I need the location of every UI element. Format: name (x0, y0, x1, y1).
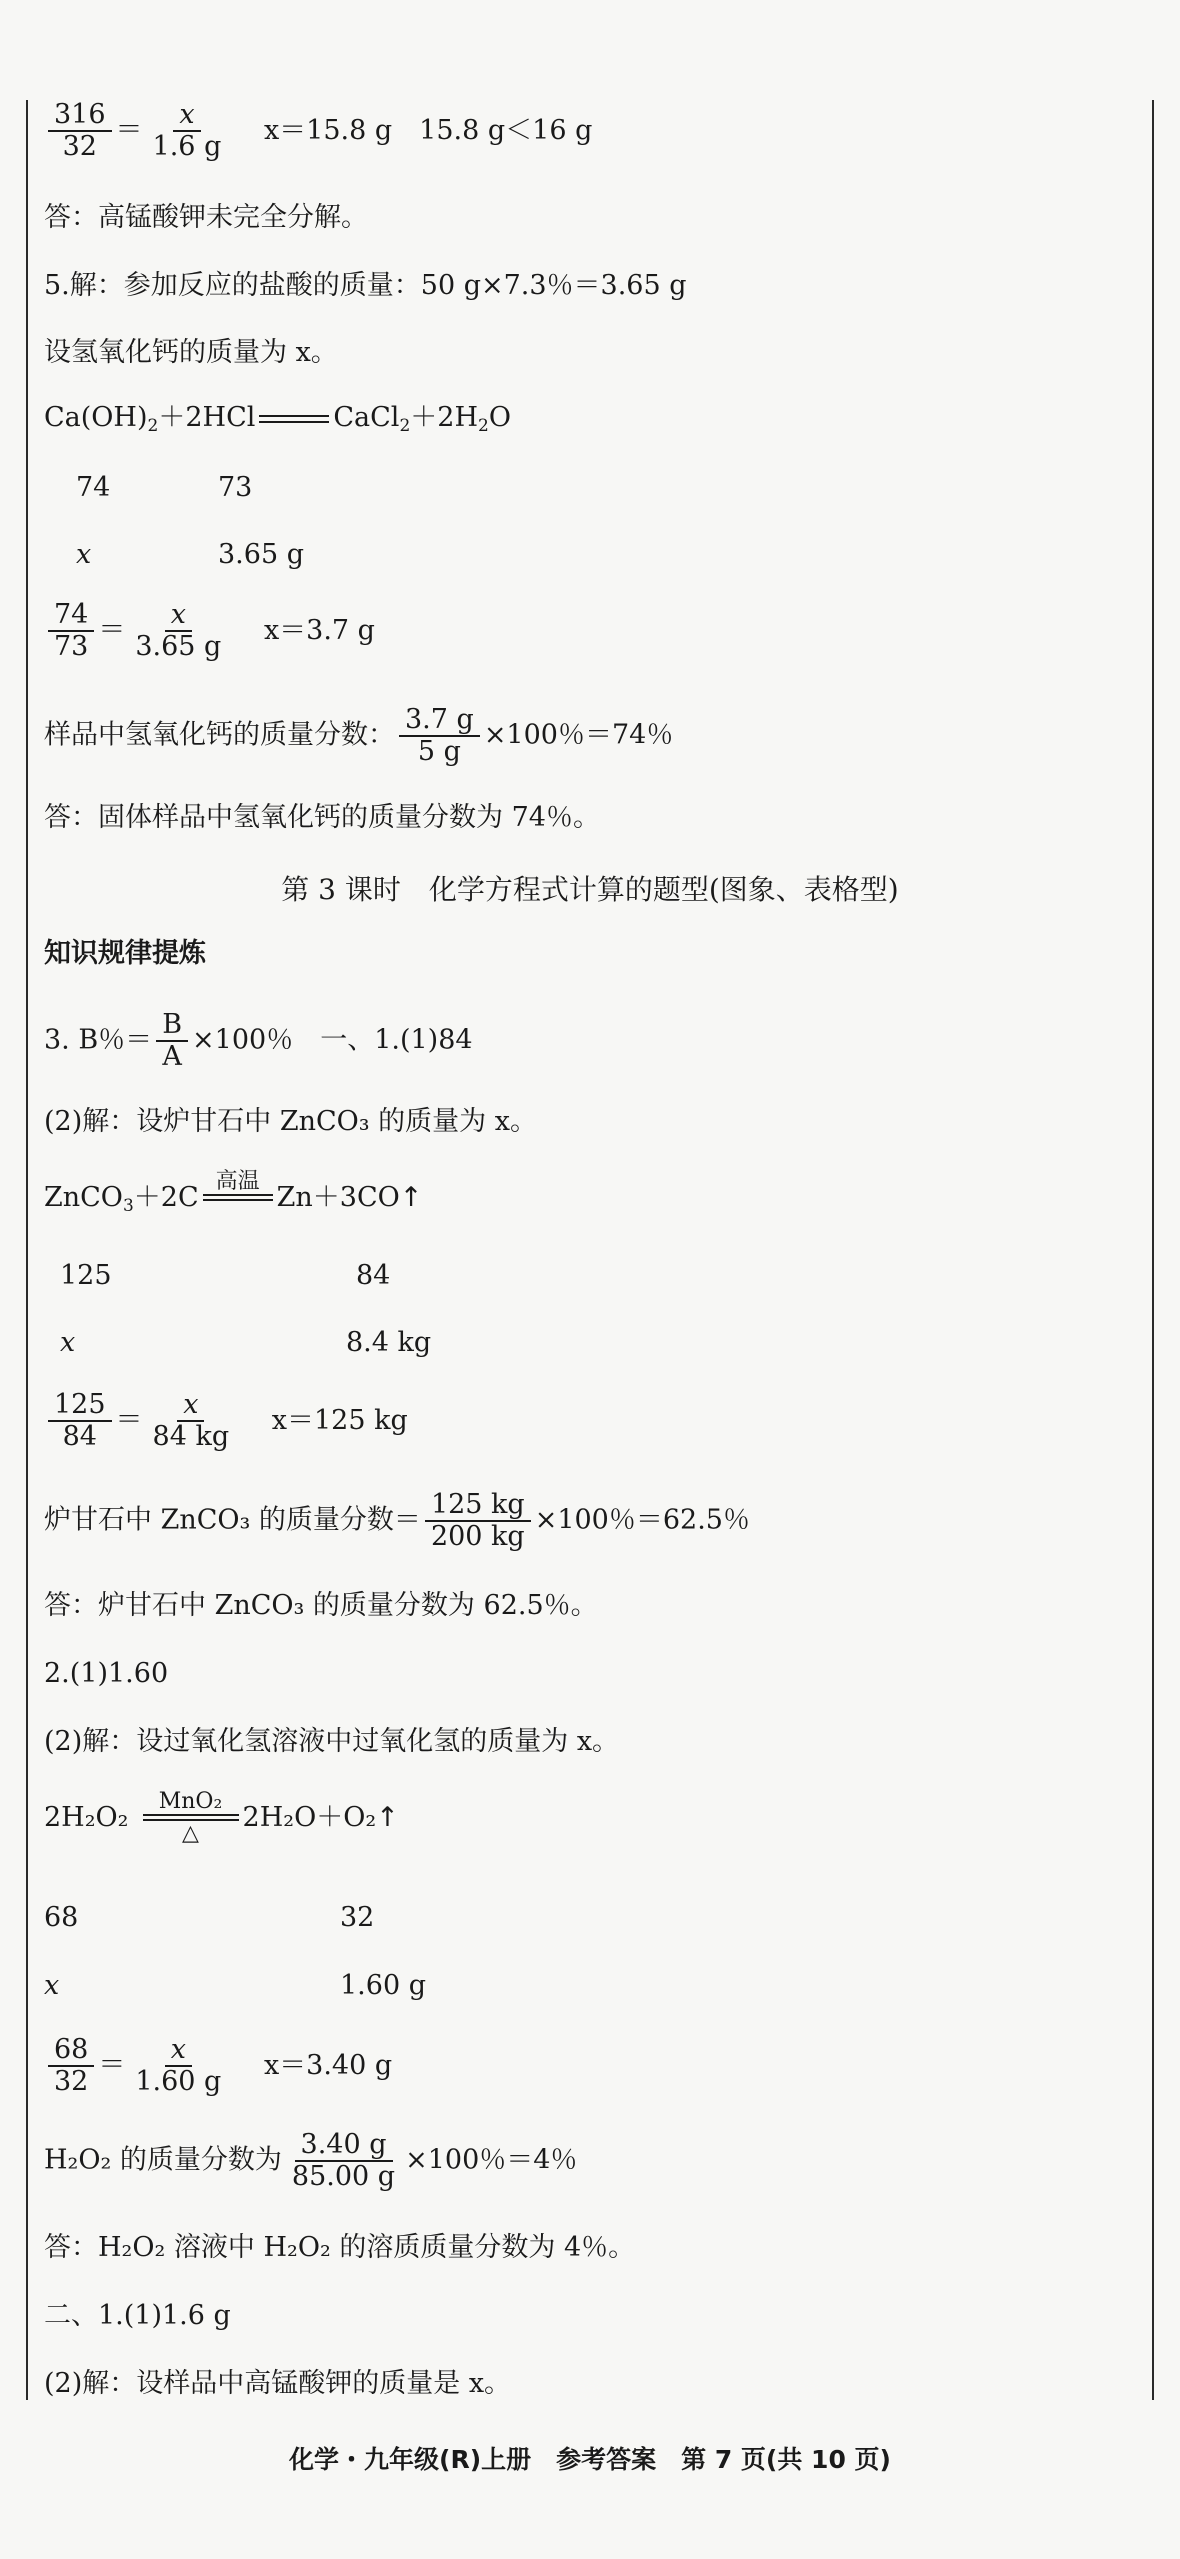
eq-ratio-4: $\frac{68}{32}$ ＝ $\frac{x}{1.60 g}$ x＝3.40 g (44, 2035, 392, 2097)
fraction: $\frac{125 kg}{200 kg}$ (425, 1490, 531, 1552)
mass-ratio-row: 68 (44, 1902, 79, 1933)
unknown-row: 3.65 g (218, 539, 304, 570)
eq-ratio-1: $\frac{316}{32}$ ＝ $\frac{x}{1.6 g}$ x＝15.8 g 15.8 g＜16 g (44, 100, 592, 162)
mass-ratio-row: 74 (76, 472, 111, 503)
problem-text: 二、1.(1)1.6 g (44, 2300, 231, 2331)
problem-text: 5.解：参加反应的盐酸的质量：50 g×7.3％＝3.65 g (44, 270, 687, 301)
fraction: $\frac{316}{32}$ (48, 100, 112, 162)
mass-ratio-row: 32 (340, 1902, 375, 1933)
problem-text: (2)解：设样品中高锰酸钾的质量是 x。 (44, 2368, 512, 2399)
problem-text: (2)解：设炉甘石中 ZnCO₃ 的质量为 x。 (44, 1106, 537, 1137)
fraction: $\frac{3.7 g}{5 g}$ (399, 705, 480, 767)
fraction: $\frac{x}{3.65 g}$ (135, 599, 222, 662)
page-footer: 化学・九年级(R)上册 参考答案 第 7 页(共 10 页) (289, 2445, 891, 2474)
problem-text: 2.(1)1.60 (44, 1658, 169, 1689)
sub-heading: 知识规律提炼 (44, 938, 206, 969)
mass-ratio-row: 73 (218, 472, 253, 503)
section-title: 第 3 课时 化学方程式计算的题型(图象、表格型) (281, 873, 899, 906)
equals-bar (259, 415, 329, 423)
problem-text: (2)解：设过氧化氢溶液中过氧化氢的质量为 x。 (44, 1726, 620, 1757)
answer-text: 答：固体样品中氢氧化钙的质量分数为 74％。 (44, 802, 600, 833)
fraction: $\frac{125}{84}$ (48, 1390, 112, 1452)
gas-arrow-icon: ↑ (399, 1182, 423, 1213)
unknown-row: x (44, 1970, 60, 2001)
answer-text: 答：炉甘石中 ZnCO₃ 的质量分数为 62.5％。 (44, 1590, 598, 1621)
reaction-condition: 高温 (203, 1170, 273, 1227)
formula-line: 3. B％＝ $\frac{B}{A}$ ×100％ 一、1.(1)84 (44, 1009, 473, 1072)
fraction: $\frac{x}{1.60 g}$ (135, 2034, 222, 2097)
problem-text: 设氢氧化钙的质量为 x。 (44, 337, 338, 368)
unknown-row: 1.60 g (340, 1970, 426, 2001)
fraction: $\frac{x}{84 kg}$ (152, 1389, 230, 1452)
mass-ratio-row: 125 (60, 1260, 112, 1291)
unknown-row: 8.4 kg (346, 1327, 432, 1358)
left-rule (26, 100, 28, 2400)
fraction: $\frac{74}{73}$ (48, 600, 94, 662)
chemical-equation: 2H₂O₂ MnO₂ △ 2H₂O＋O₂↑ (44, 1789, 399, 1846)
unknown-row: x (60, 1327, 76, 1358)
unknown-row: x (76, 539, 92, 570)
fraction: $\frac{3.40 g}{85.00 g}$ (291, 2129, 396, 2192)
fraction: $\frac{B}{A}$ (156, 1010, 188, 1072)
mass-fraction: 炉甘石中 ZnCO₃ 的质量分数＝ $\frac{125 kg}{200 kg}$ ×100％＝62.5％ (44, 1489, 750, 1552)
eq-ratio-2: $\frac{74}{73}$ ＝ $\frac{x}{3.65 g}$ x＝3.7 g (44, 600, 375, 662)
answer-text: 答：高锰酸钾未完全分解。 (44, 202, 368, 233)
eq-ratio-3: $\frac{125}{84}$ ＝ $\frac{x}{84 kg}$ x＝125 kg (44, 1390, 408, 1452)
chemical-equation: ZnCO$_3$＋2C 高温 Zn＋3CO↑ (44, 1170, 422, 1227)
answer-text: 答：H₂O₂ 溶液中 H₂O₂ 的溶质质量分数为 4％。 (44, 2232, 636, 2263)
fraction: $\frac{x}{1.6 g}$ (152, 99, 222, 162)
mass-fraction: H₂O₂ 的质量分数为 $\frac{3.40 g}{85.00 g}$ ×100％＝4％ (44, 2129, 578, 2192)
gas-arrow-icon: ↑ (376, 1802, 399, 1833)
right-rule (1152, 100, 1154, 2400)
reaction-condition: MnO₂ △ (143, 1790, 239, 1847)
mass-ratio-row: 84 (356, 1260, 391, 1291)
fraction: $\frac{68}{32}$ (48, 2035, 94, 2097)
chemical-equation: $Ca(OH)_2+2HCl$ $CaCl_2+2H_2O$ (44, 402, 511, 436)
mass-fraction: 样品中氢氧化钙的质量分数： $\frac{3.7 g}{5 g}$ ×100％＝74％ (44, 704, 674, 767)
